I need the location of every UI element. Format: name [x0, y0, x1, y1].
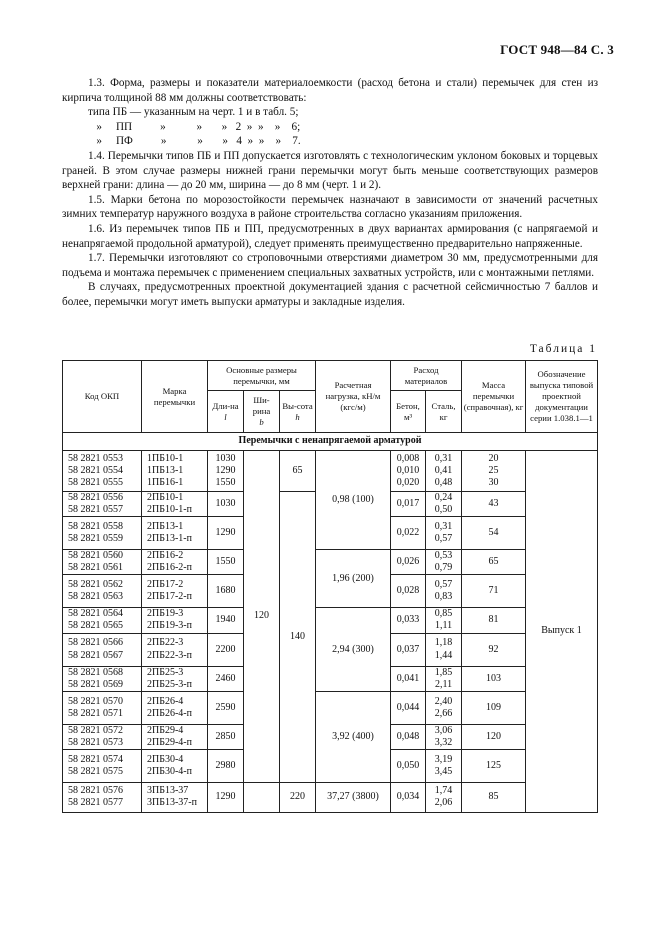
cell-length: 2460 — [208, 666, 244, 691]
cell-mass: 125 — [462, 749, 526, 782]
cell-width-merged: 120 — [244, 451, 280, 783]
cell-length: 1290 — [208, 517, 244, 550]
col-series: Обозначение выпуска типовой проектной документации серии 1.038.1—1 — [526, 361, 598, 433]
cell-concrete: 0,017 — [391, 492, 426, 517]
cell-length: 2850 — [208, 724, 244, 749]
cell-load-3: 2,94 (300) — [316, 608, 391, 691]
cell-mark: 2ПБ13-1 2ПБ13-1-п — [142, 517, 208, 550]
cell-steel: 3,19 3,45 — [426, 749, 462, 782]
cell-concrete: 0,048 — [391, 724, 426, 749]
paragraph-seismic: В случаях, предусмотренных проектной документацией здания с расчетной сейсмичностью 7 баллов и более, перемычки могут иметь выпуски арматуры и закладные изделия. — [62, 281, 598, 308]
cell-mass: 71 — [462, 575, 526, 608]
cell-mark: 2ПБ22-3 2ПБ22-3-п — [142, 633, 208, 666]
page-header: ГОСТ 948—84 С. 3 — [500, 42, 614, 57]
cell-mass: 20 25 30 — [462, 451, 526, 492]
cell-height-140: 140 — [280, 492, 316, 783]
cell-mark: 2ПБ10-1 2ПБ10-1-п — [142, 492, 208, 517]
cell-concrete: 0,028 — [391, 575, 426, 608]
paragraph-1-4: 1.4. Перемычки типов ПБ и ПП допускается изготовлять с технологическим уклоном боковых и торцевых граней. В этом случае размеры нижней грани перемычки могут быть меньше соответствующих размеров верхней грани: длина — до 20 мм, ширина — до 8 мм (черт. 1 и 2). — [62, 149, 598, 192]
cell-mark: 2ПБ16-2 2ПБ16-2-п — [142, 550, 208, 575]
cell-load-5: 37,27 (3800) — [316, 782, 391, 812]
cell-concrete: 0,037 — [391, 633, 426, 666]
cell-okp: 58 2821 0562 58 2821 0563 — [63, 575, 142, 608]
cell-mark: 2ПБ25-3 2ПБ25-3-п — [142, 666, 208, 691]
cell-length: 1290 — [208, 782, 244, 812]
cell-load-1: 0,98 (100) — [316, 451, 391, 550]
cell-mark: 2ПБ29-4 2ПБ29-4-п — [142, 724, 208, 749]
cell-height-65: 65 — [280, 451, 316, 492]
cell-steel: 2,40 2,66 — [426, 691, 462, 724]
cell-mass: 81 — [462, 608, 526, 633]
paragraph-1-3: 1.3. Форма, размеры и показатели материалоемкости (расход бетона и стали) перемычек для стен из кирпича толщиной 88 мм должны соответствовать: — [62, 77, 598, 104]
cell-steel: 0,31 0,57 — [426, 517, 462, 550]
section-header: Перемычки с ненапрягаемой арматурой — [63, 433, 598, 451]
cell-okp: 58 2821 0564 58 2821 0565 — [63, 608, 142, 633]
body-text — [62, 76, 598, 310]
cell-concrete: 0,034 — [391, 782, 426, 812]
cell-length: 2980 — [208, 749, 244, 782]
cell-concrete: 0,041 — [391, 666, 426, 691]
cell-okp: 58 2821 0558 58 2821 0559 — [63, 517, 142, 550]
paragraph-1-5: 1.5. Марки бетона по морозостойкости перемычек назначают в зависимости от значений расчетных зимних температур наружного воздуха в районе строительства согласно указаниям приложения. — [62, 193, 598, 221]
paragraph-1-7: 1.7. Перемычки изготовляют со строповочными отверстиями диаметром 30 мм, предусмотренными для подъема и монтажа перемычек с применением специальных захватных устройств, или с монтажными петлями. — [62, 252, 598, 279]
cell-load-2: 1,96 (200) — [316, 550, 391, 608]
cell-mark: 2ПБ17-2 2ПБ17-2-п — [142, 575, 208, 608]
col-okp: Код ОКП — [63, 361, 142, 433]
cell-okp: 58 2821 0568 58 2821 0569 — [63, 666, 142, 691]
cell-length: 2200 — [208, 633, 244, 666]
cell-mark: 3ПБ13-37 3ПБ13-37-п — [142, 782, 208, 812]
cell-series-release: Выпуск 1 — [526, 451, 598, 813]
cell-okp: 58 2821 0566 58 2821 0567 — [63, 633, 142, 666]
table-caption: Таблица 1 — [529, 343, 597, 355]
cell-height-220: 220 — [280, 782, 316, 812]
cell-okp: 58 2821 0556 58 2821 0557 — [63, 492, 142, 517]
cell-okp: 58 2821 0574 58 2821 0575 — [63, 749, 142, 782]
cell-length: 1940 — [208, 608, 244, 633]
list-line-pp: » ПП » » » 2 » » » 6; — [88, 120, 301, 133]
cell-steel: 3,06 3,32 — [426, 724, 462, 749]
cell-concrete: 0,008 0,010 0,020 — [391, 451, 426, 492]
cell-mark: 2ПБ19-3 2ПБ19-3-п — [142, 608, 208, 633]
col-steel: Сталь, кг — [426, 391, 462, 433]
col-length: Дли-на l — [208, 391, 244, 433]
cell-length: 1030 — [208, 492, 244, 517]
cell-steel: 0,53 0,79 — [426, 550, 462, 575]
list-line-pf: » ПФ » » » 4 » » » 7. — [88, 135, 301, 148]
cell-length: 1680 — [208, 575, 244, 608]
cell-mark: 2ПБ26-4 2ПБ26-4-п — [142, 691, 208, 724]
cell-concrete: 0,022 — [391, 517, 426, 550]
cell-mark: 2ПБ30-4 2ПБ30-4-п — [142, 749, 208, 782]
cell-concrete: 0,050 — [391, 749, 426, 782]
cell-mark: 1ПБ10-1 1ПБ13-1 1ПБ16-1 — [142, 451, 208, 492]
cell-load-4: 3,92 (400) — [316, 691, 391, 782]
cell-steel: 1,18 1,44 — [426, 633, 462, 666]
cell-steel: 0,85 1,11 — [426, 608, 462, 633]
col-dims: Основные размеры перемычки, мм — [208, 361, 316, 391]
col-consumption: Расход материалов — [391, 361, 462, 391]
cell-length: 1550 — [208, 550, 244, 575]
col-load: Расчетная нагрузка, кН/м (кгс/м) — [316, 361, 391, 433]
cell-okp: 58 2821 0560 58 2821 0561 — [63, 550, 142, 575]
cell-steel: 1,85 2,11 — [426, 666, 462, 691]
cell-concrete: 0,044 — [391, 691, 426, 724]
table-row — [63, 782, 598, 812]
cell-okp: 58 2821 0576 58 2821 0577 — [63, 782, 142, 812]
cell-mass: 103 — [462, 666, 526, 691]
table-row — [63, 608, 598, 633]
col-width: Ши-рина b — [244, 391, 280, 433]
cell-steel: 0,31 0,41 0,48 — [426, 451, 462, 492]
cell-concrete: 0,026 — [391, 550, 426, 575]
cell-okp: 58 2821 0572 58 2821 0573 — [63, 724, 142, 749]
cell-okp: 58 2821 0553 58 2821 0554 58 2821 0555 — [63, 451, 142, 492]
cell-steel: 0,57 0,83 — [426, 575, 462, 608]
cell-concrete: 0,033 — [391, 608, 426, 633]
table-row — [63, 451, 598, 492]
cell-mass: 120 — [462, 724, 526, 749]
cell-mass: 65 — [462, 550, 526, 575]
cell-length: 2590 — [208, 691, 244, 724]
cell-mass: 92 — [462, 633, 526, 666]
cell-mass: 43 — [462, 492, 526, 517]
lintel-table — [62, 360, 598, 813]
col-mass: Масса перемычки (справочная), кг — [462, 361, 526, 433]
cell-mass: 54 — [462, 517, 526, 550]
table-row — [63, 550, 598, 575]
cell-mass: 85 — [462, 782, 526, 812]
cell-width-last — [244, 782, 280, 812]
cell-okp: 58 2821 0570 58 2821 0571 — [63, 691, 142, 724]
cell-steel: 1,74 2,06 — [426, 782, 462, 812]
cell-mass: 109 — [462, 691, 526, 724]
table-row — [63, 691, 598, 724]
list-line-pb: типа ПБ — указанным на черт. 1 и в табл. 5; — [88, 106, 299, 119]
cell-steel: 0,24 0,50 — [426, 492, 462, 517]
col-height: Вы-сота h — [280, 391, 316, 433]
paragraph-1-6: 1.6. Из перемычек типов ПБ и ПП, предусмотренных в двух вариантах армирования (с напрягаемой и ненапрягаемой продольной арматурой), следует применять преимущественно предварительно напряженные. — [62, 222, 598, 250]
col-concrete: Бетон, м³ — [391, 391, 426, 433]
col-mark: Марка перемычки — [142, 361, 208, 433]
cell-length: 1030 1290 1550 — [208, 451, 244, 492]
